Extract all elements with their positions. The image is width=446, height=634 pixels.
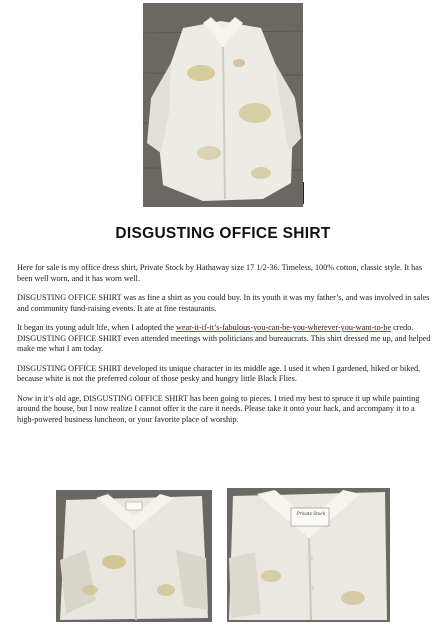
paragraph-youth: DISGUSTING OFFICE SHIRT was as fine a shirt as you could buy. In its youth it was my father’s, and was involved in sales and community fund-raising events. It ate at fine restaurants. (17, 293, 430, 313)
paragraph-intro: Here for sale is my office dress shirt, Private Stock by Hathaway size 17 1/2-36. Timeless, 100% cotton, classic style. It has been well worn, and it has worn well. (17, 263, 423, 283)
photo-edge-line (303, 182, 304, 204)
paragraph-young-adult-start: It began its young adult life, when I adopted the (17, 323, 176, 332)
page-title: DISGUSTING OFFICE SHIRT (115, 225, 331, 242)
paragraph-old-age: Now in it’s old age, DISGUSTING OFFICE SHIRT has been going to pieces. I tried my best to spruce it up while painting around the house, but I now realize I cannot offer it the care it needs. Please take it onto your back, and accompany it to a high-powered business luncheon, or your favorite place of worship. (17, 393, 420, 425)
shirt-label-photo (227, 488, 390, 622)
shirt-label-text: Private Stock (296, 511, 326, 516)
paragraph-young-adult-end: credo. DISGUSTING OFFICE SHIRT even attended meetings with politicians and bureaucrats. This shirt dressed me up, and helped make me what I am today. (17, 323, 431, 354)
paragraph-middle-age: DISGUSTING OFFICE SHIRT developed its unique character in its middle age. I used it when I gardened, hiked or biked, because white is not the preferred colour of those pesky and hungry little Black Flies. (17, 363, 421, 384)
credo-phrase: wear-it-if-it’s-fabulous-you-can-be-you-wherever-you-want-to-be (175, 323, 392, 332)
shirt-hero-photo (143, 3, 303, 207)
description (17, 263, 433, 434)
paragraph-young-adult (17, 323, 433, 355)
shirt-collar-photo (56, 490, 212, 622)
